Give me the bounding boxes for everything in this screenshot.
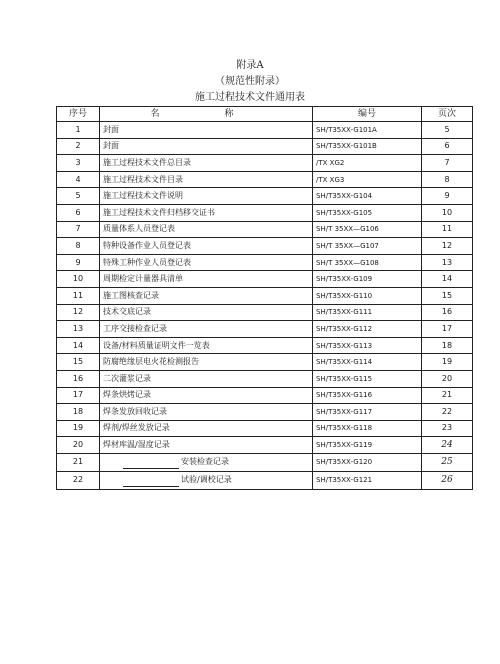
row-number: 20 bbox=[57, 437, 100, 454]
row-page: 26 bbox=[422, 471, 473, 489]
row-name: 工序交接检查记录 bbox=[100, 321, 313, 338]
row-number: 5 bbox=[57, 188, 100, 205]
row-page: 25 bbox=[422, 453, 473, 471]
row-number: 6 bbox=[57, 204, 100, 221]
row-page: 10 bbox=[422, 204, 473, 221]
table-row bbox=[57, 387, 473, 404]
column-header-number: 序号 bbox=[57, 107, 100, 122]
table-row bbox=[57, 287, 473, 304]
row-code: SH/T35XX-G109 bbox=[313, 271, 422, 288]
row-page: 14 bbox=[422, 271, 473, 288]
row-name bbox=[100, 471, 313, 489]
row-name: 特殊工种作业人员登记表 bbox=[100, 254, 313, 271]
row-code: SH/T35XX-G117 bbox=[313, 404, 422, 421]
row-code: SH/T35XX-G101B bbox=[313, 138, 422, 155]
table-row bbox=[57, 337, 473, 354]
row-number: 3 bbox=[57, 155, 100, 172]
table-row bbox=[57, 370, 473, 387]
table-row bbox=[57, 122, 473, 139]
appendix-label: 附录A bbox=[236, 60, 264, 71]
column-header-name: 名 称 bbox=[100, 107, 313, 122]
row-code: SH/T 35XX—G107 bbox=[313, 238, 422, 255]
row-number: 9 bbox=[57, 254, 100, 271]
row-code: SH/T 35XX—G108 bbox=[313, 254, 422, 271]
table-row bbox=[57, 271, 473, 288]
table-row bbox=[57, 321, 473, 338]
row-code: SH/T35XX-G112 bbox=[313, 321, 422, 338]
row-name: 施工过程技术文件目录 bbox=[100, 171, 313, 188]
row-page: 13 bbox=[422, 254, 473, 271]
table-row bbox=[57, 404, 473, 421]
row-name: 设备/材料质量证明文件一览表 bbox=[100, 337, 313, 354]
row-code: SH/T35XX-G104 bbox=[313, 188, 422, 205]
table-row bbox=[57, 238, 473, 255]
row-number: 17 bbox=[57, 387, 100, 404]
row-name: 防腐绝缘层电火花检测报告 bbox=[100, 354, 313, 371]
column-header-page: 页次 bbox=[422, 107, 473, 122]
row-number: 21 bbox=[57, 453, 100, 471]
row-name: 封面 bbox=[100, 122, 313, 139]
row-code: SH/T35XX-G113 bbox=[313, 337, 422, 354]
fill-in-blank bbox=[123, 477, 179, 487]
row-number: 7 bbox=[57, 221, 100, 238]
row-number: 18 bbox=[57, 404, 100, 421]
row-page: 11 bbox=[422, 221, 473, 238]
row-name: 焊条发放回收记录 bbox=[100, 404, 313, 421]
row-number: 19 bbox=[57, 420, 100, 437]
table-row bbox=[57, 437, 473, 454]
row-number: 16 bbox=[57, 370, 100, 387]
row-number: 13 bbox=[57, 321, 100, 338]
row-page: 18 bbox=[422, 337, 473, 354]
row-name: 周期检定计量器具清单 bbox=[100, 271, 313, 288]
row-name: 焊条烘烤记录 bbox=[100, 387, 313, 404]
row-name: 施工过程技术文件总目录 bbox=[100, 155, 313, 172]
table-row bbox=[57, 453, 473, 471]
row-name-text: 试验/调校记录 bbox=[181, 475, 232, 485]
row-page: 22 bbox=[422, 404, 473, 421]
row-code: SH/T35XX-G116 bbox=[313, 387, 422, 404]
row-number: 11 bbox=[57, 287, 100, 304]
row-number: 22 bbox=[57, 471, 100, 489]
row-code: SH/T35XX-G118 bbox=[313, 420, 422, 437]
row-name: 封面 bbox=[100, 138, 313, 155]
row-code: SH/T35XX-G119 bbox=[313, 437, 422, 454]
row-page: 7 bbox=[422, 155, 473, 172]
row-name: 特种设备作业人员登记表 bbox=[100, 238, 313, 255]
row-name: 质量体系人员登记表 bbox=[100, 221, 313, 238]
row-page: 23 bbox=[422, 420, 473, 437]
column-header-code: 编号 bbox=[313, 107, 422, 122]
fill-in-blank bbox=[123, 459, 179, 469]
row-page: 12 bbox=[422, 238, 473, 255]
row-name: 二次灌浆记录 bbox=[100, 370, 313, 387]
row-number: 14 bbox=[57, 337, 100, 354]
row-page: 5 bbox=[422, 122, 473, 139]
row-name bbox=[100, 453, 313, 471]
row-number: 15 bbox=[57, 354, 100, 371]
row-code: SH/T35XX-G110 bbox=[313, 287, 422, 304]
row-number: 12 bbox=[57, 304, 100, 321]
table-row bbox=[57, 221, 473, 238]
row-page: 20 bbox=[422, 370, 473, 387]
table-row bbox=[57, 204, 473, 221]
table-row bbox=[57, 155, 473, 172]
table-row bbox=[57, 171, 473, 188]
table-row bbox=[57, 471, 473, 489]
row-page: 19 bbox=[422, 354, 473, 371]
row-code: SH/T35XX-G120 bbox=[313, 453, 422, 471]
row-page: 6 bbox=[422, 138, 473, 155]
row-number: 8 bbox=[57, 238, 100, 255]
row-code: SH/T35XX-G121 bbox=[313, 471, 422, 489]
row-code: SH/T35XX-G101A bbox=[313, 122, 422, 139]
row-page: 24 bbox=[422, 437, 473, 454]
row-code: SH/T35XX-G105 bbox=[313, 204, 422, 221]
normative-label: （规范性附录） bbox=[215, 76, 285, 87]
table-row bbox=[57, 420, 473, 437]
table-row bbox=[57, 304, 473, 321]
document-table bbox=[56, 106, 473, 490]
table-row bbox=[57, 254, 473, 271]
row-name-text: 安装检查记录 bbox=[181, 457, 229, 467]
row-code: /TX XG2 bbox=[313, 155, 422, 172]
row-name: 焊材库温/湿度记录 bbox=[100, 437, 313, 454]
table-row bbox=[57, 354, 473, 371]
row-number: 4 bbox=[57, 171, 100, 188]
row-page: 9 bbox=[422, 188, 473, 205]
row-page: 15 bbox=[422, 287, 473, 304]
row-page: 16 bbox=[422, 304, 473, 321]
row-number: 10 bbox=[57, 271, 100, 288]
row-code: /TX XG3 bbox=[313, 171, 422, 188]
row-name: 施工图核查记录 bbox=[100, 287, 313, 304]
table-row bbox=[57, 188, 473, 205]
row-page: 8 bbox=[422, 171, 473, 188]
row-code: SH/T35XX-G114 bbox=[313, 354, 422, 371]
row-code: SH/T 35XX—G106 bbox=[313, 221, 422, 238]
row-code: SH/T35XX-G111 bbox=[313, 304, 422, 321]
row-name: 技术交底记录 bbox=[100, 304, 313, 321]
row-code: SH/T35XX-G115 bbox=[313, 370, 422, 387]
table-title: 施工过程技术文件通用表 bbox=[195, 92, 305, 103]
row-number: 2 bbox=[57, 138, 100, 155]
row-page: 21 bbox=[422, 387, 473, 404]
table-row bbox=[57, 138, 473, 155]
row-name: 施工过程技术文件说明 bbox=[100, 188, 313, 205]
row-name: 施工过程技术文件归档移交证书 bbox=[100, 204, 313, 221]
table-body bbox=[57, 122, 473, 490]
row-page: 17 bbox=[422, 321, 473, 338]
table-header-row bbox=[57, 107, 473, 122]
row-name: 焊剂/焊丝发放记录 bbox=[100, 420, 313, 437]
row-number: 1 bbox=[57, 122, 100, 139]
